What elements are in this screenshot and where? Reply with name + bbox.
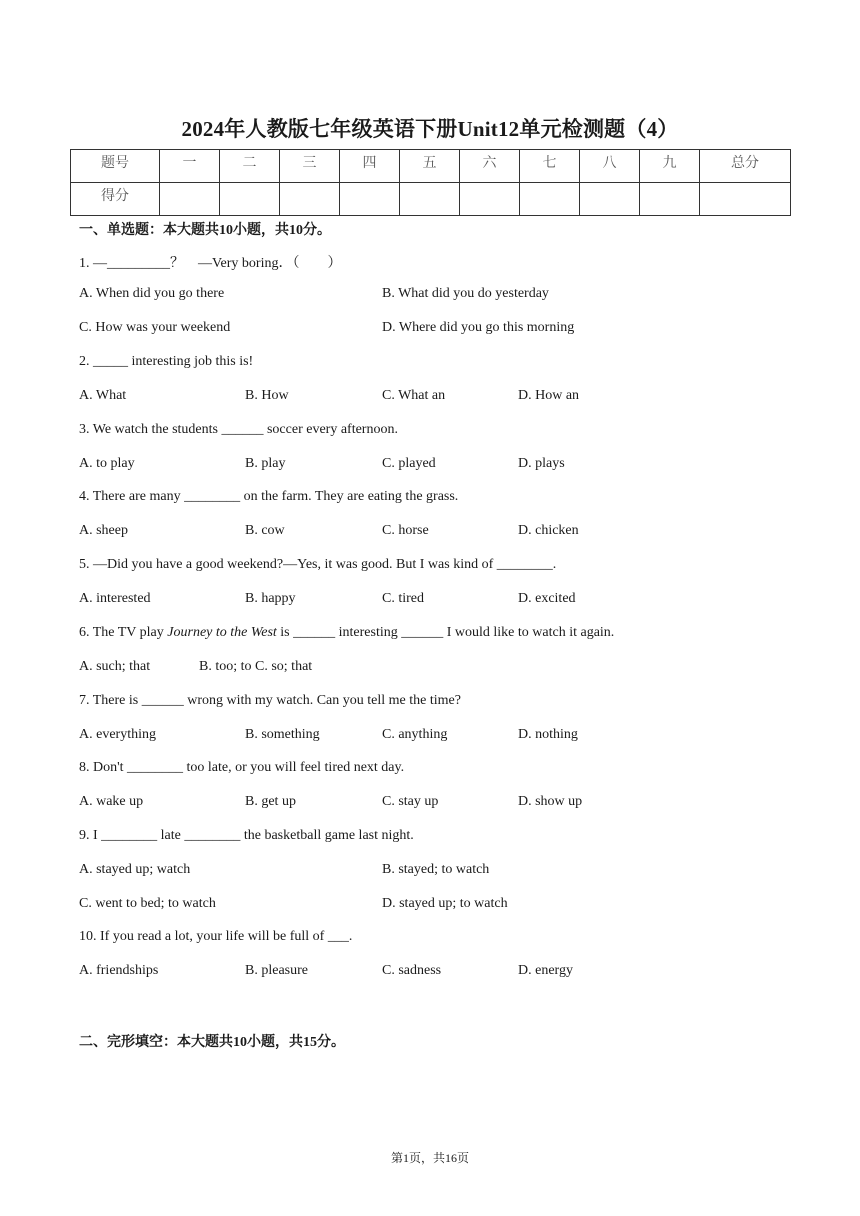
score-cell[interactable]: [280, 183, 340, 216]
q1-option-d[interactable]: D. Where did you go this morning: [382, 320, 575, 335]
q9-option-d[interactable]: D. stayed up; to watch: [382, 896, 508, 911]
q6-option-bc[interactable]: B. too; to C. so; that: [199, 659, 313, 674]
q10-option-d[interactable]: D. energy: [518, 963, 573, 978]
q2-option-b[interactable]: B. How: [245, 388, 289, 403]
q4-option-d[interactable]: D. chicken: [518, 523, 579, 538]
header-cell: 六: [460, 150, 520, 183]
q3-option-d[interactable]: D. plays: [518, 456, 565, 471]
page-title: 2024年人教版七年级英语下册Unit12单元检测题（4）: [181, 117, 679, 141]
q7-option-a[interactable]: A. everything: [79, 727, 156, 742]
page-footer: 第1页，共16页: [390, 1151, 469, 1165]
score-cell[interactable]: [160, 183, 220, 216]
header-cell: 八: [580, 150, 640, 183]
q1-option-a[interactable]: A. When did you go there: [79, 286, 225, 301]
q3-option-a[interactable]: A. to play: [79, 456, 135, 471]
header-cell: 七: [520, 150, 580, 183]
q9-option-a[interactable]: A. stayed up; watch: [79, 862, 191, 877]
score-cell[interactable]: [460, 183, 520, 216]
q9-option-b[interactable]: B. stayed; to watch: [382, 862, 490, 877]
q5-option-d[interactable]: D. excited: [518, 591, 576, 606]
question-8-stem: 8. Don't ________ too late, or you will feel tired next day.: [79, 760, 405, 775]
question-6-stem: [79, 625, 614, 641]
q4-option-b[interactable]: B. cow: [245, 523, 285, 538]
q4-option-a[interactable]: A. sheep: [79, 523, 128, 538]
score-cell[interactable]: [640, 183, 700, 216]
q9-option-c[interactable]: C. went to bed; to watch: [79, 896, 216, 911]
q7-option-c[interactable]: C. anything: [382, 727, 448, 742]
section-heading-2: 二、完形填空：本大题共10小题，共15分。: [79, 1035, 345, 1050]
header-cell: 九: [640, 150, 700, 183]
score-table-score-row: [71, 183, 791, 216]
header-cell: 三: [280, 150, 340, 183]
q10-option-c[interactable]: C. sadness: [382, 963, 442, 978]
header-cell: 一: [160, 150, 220, 183]
score-table-header-row: [71, 150, 791, 183]
q8-option-c[interactable]: C. stay up: [382, 794, 439, 809]
q1-option-c[interactable]: C. How was your weekend: [79, 320, 231, 335]
score-cell[interactable]: [220, 183, 280, 216]
q2-option-a[interactable]: A. What: [79, 388, 127, 403]
header-cell: 五: [400, 150, 460, 183]
q5-option-b[interactable]: B. happy: [245, 591, 296, 606]
q3-option-c[interactable]: C. played: [382, 456, 436, 471]
q6-option-a[interactable]: A. such; that: [79, 659, 151, 674]
q8-option-a[interactable]: A. wake up: [79, 794, 144, 809]
question-3-stem: 3. We watch the students ______ soccer every afternoon.: [79, 422, 398, 437]
q1-option-b[interactable]: B. What did you do yesterday: [382, 286, 549, 301]
question-1-stem: 1. —_________？ —Very boring．（ ）: [79, 256, 342, 271]
q2-option-c[interactable]: C. What an: [382, 388, 446, 403]
q2-option-d[interactable]: D. How an: [518, 388, 580, 403]
q2-blank: _____: [93, 354, 128, 369]
q2-rest: interesting job this is!: [128, 354, 254, 369]
score-cell[interactable]: [700, 183, 791, 216]
q10-option-a[interactable]: A. friendships: [79, 963, 159, 978]
header-cell: 题号: [71, 150, 160, 183]
q2-number: 2.: [79, 354, 93, 369]
score-cell[interactable]: [400, 183, 460, 216]
q5-option-c[interactable]: C. tired: [382, 591, 424, 606]
q3-option-b[interactable]: B. play: [245, 456, 286, 471]
q10-option-b[interactable]: B. pleasure: [245, 963, 308, 978]
q7-option-d[interactable]: D. nothing: [518, 727, 578, 742]
question-10-stem: 10. If you read a lot, your life will be full of ___.: [79, 929, 353, 944]
q8-option-b[interactable]: B. get up: [245, 794, 296, 809]
score-cell[interactable]: [580, 183, 640, 216]
section-heading-1: 一、单选题：本大题共10小题，共10分。: [79, 223, 331, 238]
question-7-stem: 7. There is ______ wrong with my watch. Can you tell me the time?: [79, 693, 461, 708]
q6-stem-pre: 6. The TV play: [79, 625, 168, 640]
q8-option-d[interactable]: D. show up: [518, 794, 583, 809]
header-cell: 总分: [700, 150, 791, 183]
score-cell[interactable]: [340, 183, 400, 216]
score-row-label: 得分: [71, 183, 160, 216]
question-4-stem: 4. There are many ________ on the farm. They are eating the grass.: [79, 489, 459, 504]
question-5-stem: 5. —Did you have a good weekend?—Yes, it was good. But I was kind of ________.: [79, 557, 557, 572]
score-table: [70, 149, 791, 216]
q6-title-italic: Journey to the West: [167, 625, 277, 640]
question-2-stem: [79, 354, 253, 370]
header-cell: 四: [340, 150, 400, 183]
question-9-stem: 9. I ________ late ________ the basketball game last night.: [79, 828, 414, 843]
q5-option-a[interactable]: A. interested: [79, 591, 151, 606]
score-cell[interactable]: [520, 183, 580, 216]
q4-option-c[interactable]: C. horse: [382, 523, 429, 538]
q6-stem-post: is ______ interesting ______ I would like to watch it again.: [276, 625, 615, 640]
q7-option-b[interactable]: B. something: [245, 727, 320, 742]
header-cell: 二: [220, 150, 280, 183]
